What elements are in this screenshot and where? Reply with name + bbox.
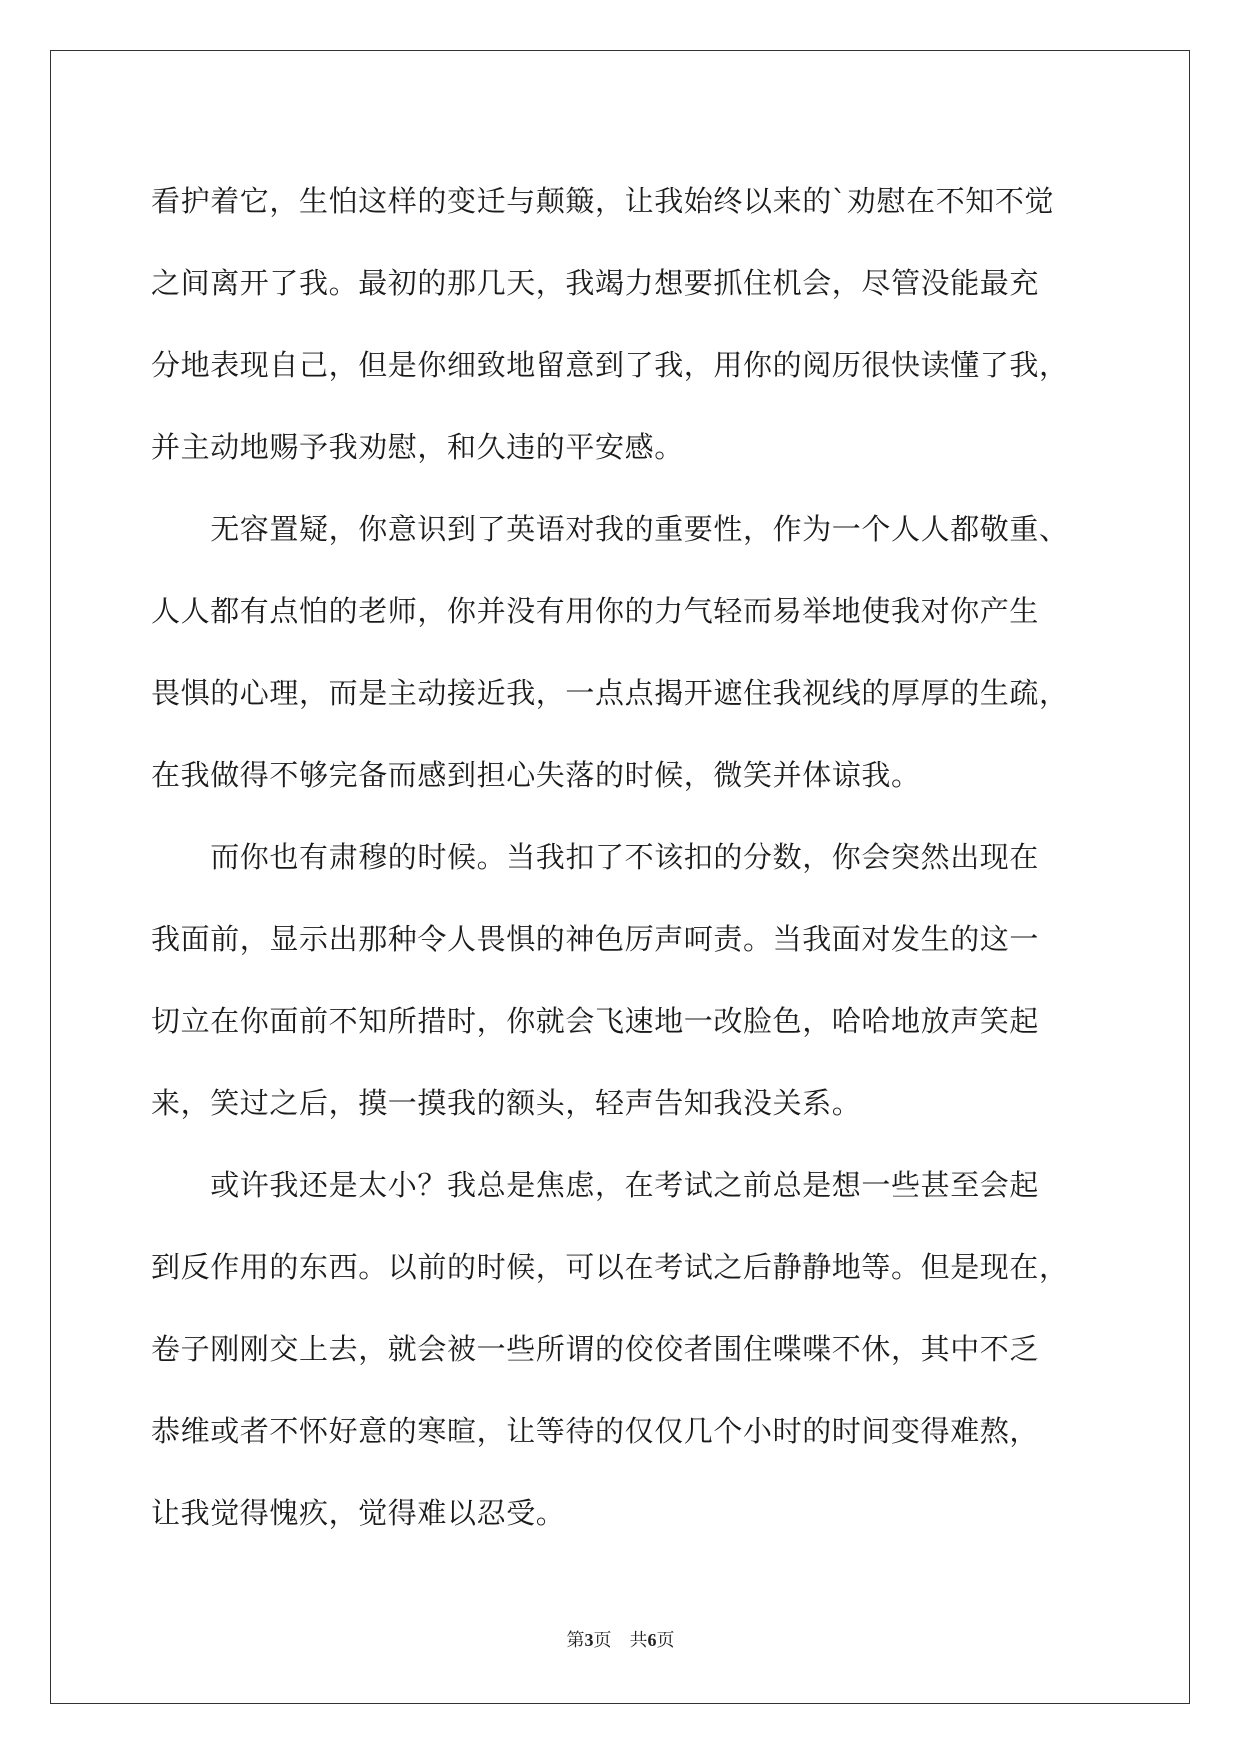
text-line: 到反作用的东西。以前的时候，可以在考试之后静静地等。但是现在， xyxy=(151,1250,1069,1284)
text-line: 无容置疑，你意识到了英语对我的重要性，作为一个人人都敬重、 xyxy=(151,512,1069,546)
text-line: 我面前，显示出那种令人畏惧的神色厉声呵责。当我面对发生的这一 xyxy=(151,922,1040,956)
page-number-current: 3 xyxy=(584,1630,594,1650)
page-number-suffix: 页 xyxy=(593,1630,612,1651)
text-line: 人人都有点怕的老师，你并没有用你的力气轻而易举地使我对你产生 xyxy=(151,594,1040,628)
page-total-count: 6 xyxy=(647,1630,657,1650)
text-line: 卷子刚刚交上去，就会被一些所谓的佼佼者围住喋喋不休，其中不乏 xyxy=(151,1332,1040,1366)
text-line: 来，笑过之后，摸一摸我的额头，轻声告知我没关系。 xyxy=(151,1086,862,1120)
document-body xyxy=(151,160,1111,1554)
text-line: 而你也有肃穆的时候。当我扣了不该扣的分数，你会突然出现在 xyxy=(151,840,1040,874)
text-line: 或许我还是太小？我总是焦虑，在考试之前总是想一些甚至会起 xyxy=(151,1168,1040,1202)
text-line: 切立在你面前不知所措时，你就会飞速地一改脸色，哈哈地放声笑起 xyxy=(151,1004,1040,1038)
page-footer xyxy=(0,1626,1241,1652)
page-total-prefix: 共 xyxy=(629,1630,648,1651)
text-line: 之间离开了我。最初的那几天，我竭力想要抓住机会，尽管没能最充 xyxy=(151,266,1040,300)
text-line: 在我做得不够完备而感到担心失落的时候，微笑并体谅我。 xyxy=(151,758,921,792)
text-line: 分地表现自己，但是你细致地留意到了我，用你的阅历很快读懂了我， xyxy=(151,348,1069,382)
page-total-suffix: 页 xyxy=(656,1630,675,1651)
text-line: 让我觉得愧疚，觉得难以忍受。 xyxy=(151,1496,566,1530)
text-line: 看护着它，生怕这样的变迁与颠簸，让我始终以来的`劝慰在不知不觉 xyxy=(151,184,1055,218)
text-line: 畏惧的心理，而是主动接近我，一点点揭开遮住我视线的厚厚的生疏， xyxy=(151,676,1069,710)
text-line: 恭维或者不怀好意的寒暄，让等待的仅仅几个小时的时间变得难熬， xyxy=(151,1414,1040,1448)
text-line: 并主动地赐予我劝慰，和久违的平安感。 xyxy=(151,430,684,464)
page-number-prefix: 第 xyxy=(566,1630,585,1651)
